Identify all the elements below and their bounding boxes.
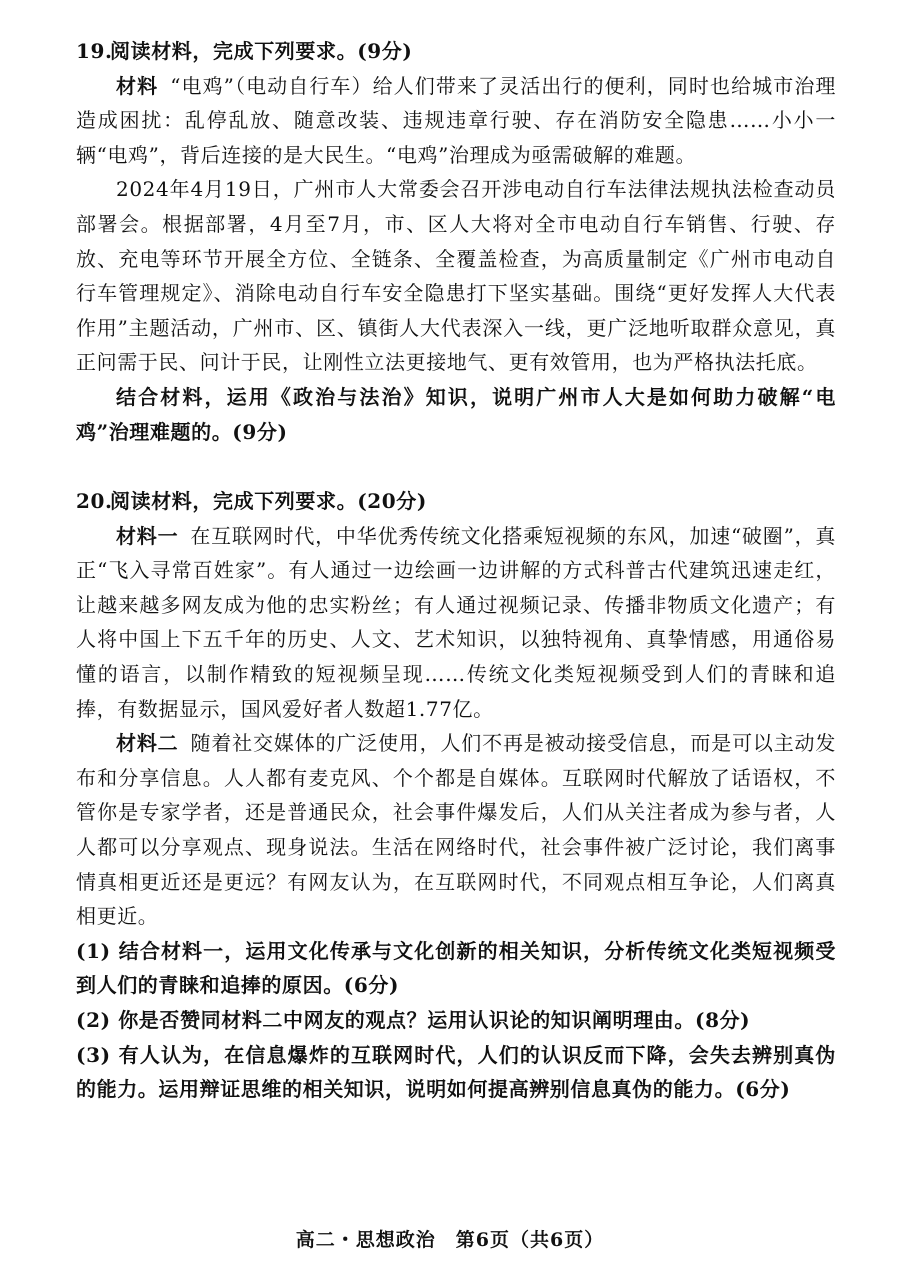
question-19-header xyxy=(76,34,836,69)
material-two-paragraph xyxy=(76,726,836,934)
sub-question-3: (3) 有人认为，在信息爆炸的互联网时代，人们的认识反而下降，会失去辨别真伪的能力。运用辩证思维的相关知识，说明如何提高辨别信息真伪的能力。(6分) xyxy=(76,1042,836,1102)
question-task: 结合材料，运用《政治与法治》知识，说明广州市人大是如何助力破解“电鸡”治理难题的。(9分) xyxy=(76,384,836,444)
page-footer: 高二・思想政治 第6页（共6页） xyxy=(295,1229,605,1251)
material-two-label: 材料二 xyxy=(116,731,179,756)
question-number: 20. xyxy=(76,489,113,513)
material-paragraph-2: 2024年4月19日，广州市人大常委会召开涉电动自行车法律法规执法检查动员部署会。根据部署，4月至7月，市、区人大将对全市电动自行车销售、行驶、存放、充电等环节开展全方位、全链条、全覆盖检查，为高质量制定《广州市电动自行车管理规定》、消除电动自行车安全隐患打下坚实基础。围绕“更好发挥人大代表作用”主题活动，广州市、区、镇街人大代表深入一线，更广泛地听取群众意见，真正问需于民、问计于民，让刚性立法更接地气、更有效管用，也为严格执法托底。 xyxy=(76,177,836,375)
question-20 xyxy=(76,484,836,1107)
material-label: 材料 xyxy=(116,73,159,98)
question-20-header xyxy=(76,484,836,519)
material-one-paragraph xyxy=(76,519,836,727)
material-one-label: 材料一 xyxy=(116,523,179,548)
material-one-text: 在互联网时代，中华优秀传统文化搭乘短视频的东风，加速“破圈”，真正“飞入寻常百姓家”。有人通过一边绘画一边讲解的方式科普古代建筑迅速走红，让越来越多网友成为他的忠实粉丝；有人通过视频记录、传播非物质文化遗产；有人将中国上下五千年的历史、人文、艺术知识，以独特视角、真挚情感，用通俗易懂的语言，以制作精致的短视频呈现……传统文化类短视频受到人们的青睐和追捧，有数据显示，国风爱好者人数超1.77亿。 xyxy=(76,523,836,721)
question-instruction: 阅读材料，完成下列要求。(9分) xyxy=(110,39,413,63)
sub-question-2: (2) 你是否赞同材料二中网友的观点？运用认识论的知识阐明理由。(8分) xyxy=(76,1007,751,1032)
material-paragraph xyxy=(76,69,836,173)
question-19 xyxy=(76,34,836,449)
sub-question-1: (1) 结合材料一，运用文化传承与文化创新的相关知识，分析传统文化类短视频受到人们的青睐和追捧的原因。(6分) xyxy=(76,938,836,998)
question-instruction: 阅读材料，完成下列要求。(20分) xyxy=(110,489,427,513)
question-number: 19. xyxy=(76,39,113,63)
material-text: “电鸡”（电动自行车）给人们带来了灵活出行的便利，同时也给城市治理造成困扰：乱停乱放、随意改装、违规违章行驶、存在消防安全隐患……小小一辆“电鸡”，背后连接的是大民生。“电鸡”治理成为亟需破解的难题。 xyxy=(76,73,837,167)
material-two-text: 随着社交媒体的广泛使用，人们不再是被动接受信息，而是可以主动发布和分享信息。人人都有麦克风、个个都是自媒体。互联网时代解放了话语权，不管你是专家学者，还是普通民众，社会事件爆发后，人们从关注者成为参与者，人人都可以分享观点、现身说法。生活在网络时代，社会事件被广泛讨论，我们离事情真相更近还是更远？有网友认为，在互联网时代，不同观点相互争论，人们离真相更近。 xyxy=(76,731,836,929)
